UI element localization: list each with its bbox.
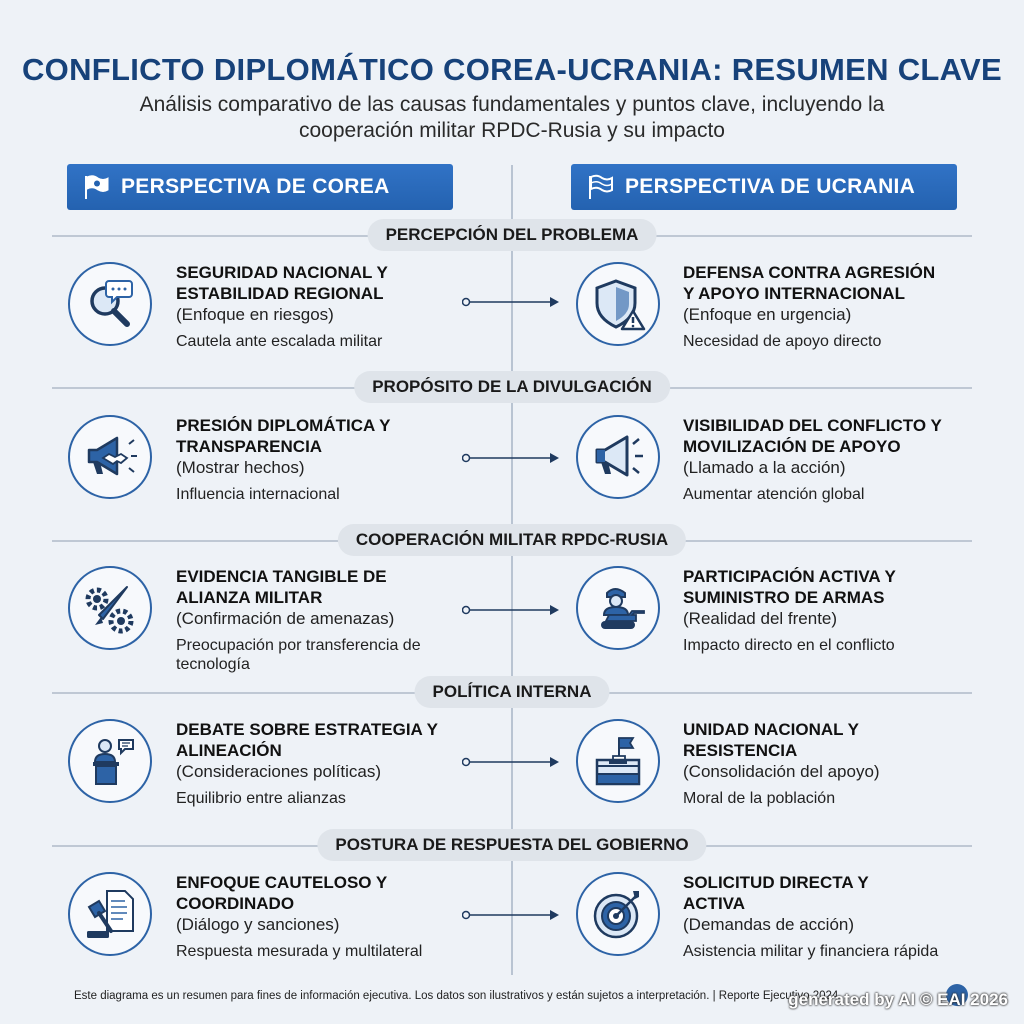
watermark: generated by AI © EAI 2026 [788, 990, 1008, 1009]
card-heading-line2: COORDINADO [176, 894, 295, 913]
ukraine-card-percepcion [683, 262, 983, 351]
card-heading-line1: DEFENSA CONTRA AGRESIÓN [683, 263, 936, 282]
card-heading-line2: ALINEACIÓN [176, 741, 282, 760]
ukraine-header [571, 164, 957, 210]
card-focus: (Enfoque en riesgos) [176, 305, 334, 324]
card-heading-line2: ALIANZA MILITAR [176, 588, 323, 607]
card-heading-line2: RESISTENCIA [683, 741, 798, 760]
korea-card-percepcion [176, 262, 476, 351]
podium-speaker-icon [68, 719, 152, 803]
shield-warning-icon [576, 262, 660, 346]
card-heading-line2: TRANSPARENCIA [176, 437, 323, 456]
card-heading-line1: SOLICITUD DIRECTA Y [683, 873, 869, 892]
card-focus: (Confirmación de amenazas) [176, 609, 395, 628]
comparison-arrow [462, 603, 562, 617]
comparison-arrow [462, 755, 562, 769]
section-label-divulgacion: PROPÓSITO DE LA DIVULGACIÓN [354, 371, 670, 403]
page-subtitle [70, 92, 954, 144]
section-row-percepcion [0, 262, 1024, 382]
section-label-cooperacion: COOPERACIÓN MILITAR RPDC-RUSIA [338, 524, 686, 556]
card-heading-line1: PARTICIPACIÓN ACTIVA Y [683, 567, 896, 586]
ukraine-card-cooperacion [683, 566, 983, 655]
card-focus: (Llamado a la acción) [683, 458, 846, 477]
ukraine-card-divulgacion [683, 415, 983, 504]
korea-card-divulgacion [176, 415, 476, 504]
card-focus: (Demandas de acción) [683, 915, 855, 934]
ukraine-flag-icon [587, 173, 615, 201]
card-focus: (Realidad del frente) [683, 609, 838, 628]
section-row-postura [0, 872, 1024, 992]
ukraine-header-label: PERSPECTIVA DE UCRANIA [625, 175, 916, 198]
card-detail: Asistencia militar y financiera rápida [683, 943, 939, 960]
card-heading-line1: EVIDENCIA TANGIBLE DE [176, 567, 387, 586]
section-row-divulgacion [0, 415, 1024, 535]
section-label-percepcion: PERCEPCIÓN DEL PROBLEMA [368, 219, 657, 251]
section-label-politica: POLÍTICA INTERNA [415, 676, 610, 708]
section-row-politica [0, 719, 1024, 839]
korea-card-politica [176, 719, 476, 808]
card-detail: Influencia internacional [176, 486, 340, 503]
korea-card-postura [176, 872, 476, 961]
magnifier-chat-icon [68, 262, 152, 346]
card-heading-line1: DEBATE SOBRE ESTRATEGIA Y [176, 720, 438, 739]
card-detail: Moral de la población [683, 790, 836, 807]
card-heading-line2: Y APOYO INTERNACIONAL [683, 284, 905, 303]
card-detail: Preocupación por transferencia de tecnología [176, 637, 421, 673]
card-detail: Equilibrio entre alianzas [176, 790, 346, 807]
card-focus: (Diálogo y sanciones) [176, 915, 340, 934]
ukraine-card-postura [683, 872, 983, 961]
card-detail: Cautela ante escalada militar [176, 333, 383, 350]
card-heading-line2: ESTABILIDAD REGIONAL [176, 284, 384, 303]
page-title: CONFLICTO DIPLOMÁTICO COREA-UCRANIA: RESUMEN CLAVE [22, 52, 1002, 87]
card-focus: (Mostrar hechos) [176, 458, 305, 477]
megaphone-icon [576, 415, 660, 499]
card-focus: (Consideraciones políticas) [176, 762, 382, 781]
card-detail: Aumentar atención global [683, 486, 865, 503]
soldier-tank-icon [576, 566, 660, 650]
card-focus: (Enfoque en urgencia) [683, 305, 852, 324]
card-heading-line1: ENFOQUE CAUTELOSO Y [176, 873, 388, 892]
korea-card-cooperacion [176, 566, 476, 674]
gavel-document-icon [68, 872, 152, 956]
card-heading-line1: PRESIÓN DIPLOMÁTICA Y [176, 416, 391, 435]
card-heading-line2: MOVILIZACIÓN DE APOYO [683, 437, 901, 456]
section-label-postura: POSTURA DE RESPUESTA DEL GOBIERNO [317, 829, 706, 861]
korea-header-label: PERSPECTIVA DE COREA [121, 175, 390, 198]
card-detail: Respuesta mesurada y multilateral [176, 943, 423, 960]
korea-header [67, 164, 453, 210]
card-heading-line1: UNIDAD NACIONAL Y [683, 720, 859, 739]
korea-flag-icon [83, 173, 111, 201]
ballot-box-flag-icon [576, 719, 660, 803]
comparison-arrow [462, 451, 562, 465]
card-detail: Necesidad de apoyo directo [683, 333, 882, 350]
card-heading-line1: SEGURIDAD NACIONAL Y [176, 263, 388, 282]
megaphone-handshake-icon [68, 415, 152, 499]
comparison-arrow [462, 908, 562, 922]
card-heading-line2: ACTIVA [683, 894, 746, 913]
section-row-cooperacion [0, 566, 1024, 686]
gears-missile-icon [68, 566, 152, 650]
card-detail: Impacto directo en el conflicto [683, 637, 895, 654]
subtitle-line-1: Análisis comparativo de las causas fundamentales y puntos clave, incluyendo la [139, 93, 885, 116]
card-heading-line1: VISIBILIDAD DEL CONFLICTO Y [683, 416, 942, 435]
target-arrow-icon [576, 872, 660, 956]
comparison-arrow [462, 295, 562, 309]
ukraine-card-politica [683, 719, 983, 808]
card-focus: (Consolidación del apoyo) [683, 762, 880, 781]
footer-note: Este diagrama es un resumen para fines de información ejecutiva. Los datos son ilustrativos y están sujetos a interpretación. | Reporte Ejecutivo 2024 [74, 990, 839, 1002]
card-heading-line2: SUMINISTRO DE ARMAS [683, 588, 885, 607]
subtitle-line-2: cooperación militar RPDC-Rusia y su impacto [299, 119, 725, 142]
